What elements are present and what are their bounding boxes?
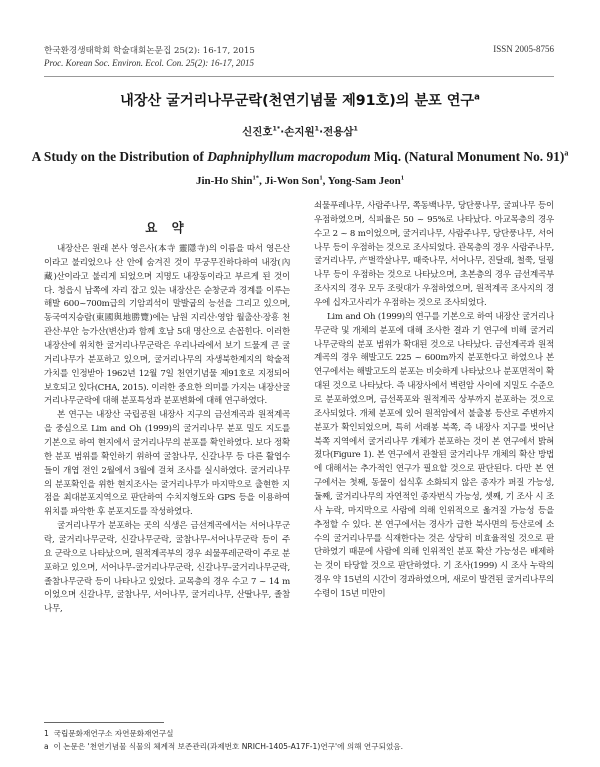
author-en-1-sup: 1* bbox=[252, 174, 260, 182]
author-en-2: Ji-Won Son bbox=[264, 175, 320, 187]
author-ko-1: 신진호 bbox=[242, 126, 273, 138]
body-column-right bbox=[314, 200, 554, 710]
body-paragraph: 쇠물푸레나무, 사람주나무, 쪽동백나무, 당단풍나무, 굴피나무 등이 우점하였으며, 식피율은 50 ~ 95%로 나타났다. 아교목층의 경우 수고 2 ~ 8 m이었으며, 굴거리나무, 사람주나무, 당단풍나무, 서어나무 등이 우점하는 것으로 조사되었다. 관목층의 경우 사람주나무, 굴거리나무, 产벌깍살나무, 때죽나무, 서어나무, 진달래, 철쭉, 덜꿩나무 등이 우점하는 것으로 나타났으며, 초본층의 경우 금선계곡부 조사지의 경우 모두 조릿대가 우점하였으며, 원적계곡 조사지의 경우에 십자고사리가 우점하는 것으로 조사되었다. bbox=[314, 201, 554, 309]
author-en-3: Yong-Sam Jeon bbox=[327, 175, 401, 187]
title-en-post: Miq. (Natural Monument No. 91) bbox=[370, 149, 565, 164]
authors-korean: 신진호$^{1*}$·손지원$^1$·전용삼$^1$ bbox=[242, 125, 358, 138]
footnote-funding bbox=[44, 741, 403, 752]
footnote-rule bbox=[44, 722, 164, 723]
authors-english: Jin-Ho Shin$^{1*}$, Ji-Won Son$^1$, Yong-Sam Jeon$^1$ bbox=[195, 174, 405, 187]
title-korean bbox=[0, 90, 600, 110]
body-column-left bbox=[44, 243, 290, 743]
title-korean-sup: a bbox=[474, 92, 480, 103]
title-en-species: Daphniphyllum macropodum bbox=[207, 149, 371, 164]
footnote-funding-text: 이 논문은 '천연기념물 식물의 체계적 보존관리(과제번호 NRICH-1405-A17F-1)연구'에 의해 연구되었음. bbox=[53, 742, 404, 751]
title-en-pre: A Study on the Distribution of bbox=[31, 149, 208, 164]
body-paragraph: 본 연구는 내장산 국립공원 내장사 지구의 금선계곡과 원적계곡을 중심으로 Lim and Oh (1999)의 굴거리나무 분포 밀도 지도를 기본으로 하여 현지에서 굴거리나무의 분포를 확인하였다. 보다 정확한 분포 범위를 확인하기 위하여 굴참나무, 신갈나무 등 다른 활엽수들이 개엽 전인 2월에서 3월에 걸쳐 조사를 실시하였다. 굴거리나무의 분포확인을 위한 현지조사는 굴거리나무가 마지막으로 출현한 지점을 최대분포지역으로 판단하여 수치지형도와 GPS 등을 이용하여 위치를 파악한 후 분포지도를 작성하였다. bbox=[44, 410, 290, 518]
title-en-sup: a bbox=[564, 148, 569, 158]
footnote-affiliation-text: 국립문화재연구소 자연문화재연구실 bbox=[53, 729, 174, 738]
title-english bbox=[0, 149, 600, 165]
author-ko-1-sup: 1* bbox=[272, 125, 281, 133]
body-paragraph: Lim and Oh (1999)의 연구를 기본으로 하여 내장산 굴거리나무군락 및 개체의 분포에 대해 조사한 결과 기 연구에 비해 굴거리나무군락의 분포 범위가 확대된 것으로 나타났다. 금선계곡과 원적계곡의 경우 해발고도 225 ~ 600m까지 분포한다고 하였으나 본 연구에서는 해발고도의 분포는 비슷하게 나타났으나 분포면적이 확대된 것으로 나타났다. 즉 내장사에서 벽련암 사이에 지밀도 수준으로 분포하였으며, 금선폭포와 원적계곡 상부까지 분포하는 것으로 조사되었다. 개체 분포에 있어 원적암에서 불출봉 등산로 주변까지 분포가 확인되었으며, 특히 서래봉 북쪽, 즉 내장사 지구를 벗어난 북쪽 지역에서 굴거리나무 개체가 분포하는 것이 본 연구에서 밝혀졌다(Figure 1). 본 연구에서 관찰된 굴거리나무 개체의 확산 방법에 대해서는 추가적인 연구가 필요할 것으로 판단된다. 다만 본 연구에서는 첫째, 동물이 섭식후 소화되지 않은 종자가 퍼질 가능성, 둘째, 굴거리나무의 자연적인 종자번식 가능성, 셋째, 기 조사 시 조사 누락, 마지막으로 사람에 의해 인위적으로 옮겨질 가능성 등을 추정할 수 있다. 본 연구에서는 경사가 급한 북사면의 등산로에 소수의 굴거리나무를 식재한다는 것은 상당히 비효율적일 것으로 판단하였기 때문에 사람에 의해 인위적인 분포 확산 가능성은 배제하는 것이 타당할 것으로 판단하였다. 기 조사(1999) 시 조사 누락의 경우 약 15년의 시간이 경과하였으며, 새로이 발견된 굴거리나무의 수령이 15년 미만이 bbox=[314, 311, 554, 600]
journal-citation-en: Proc. Korean Soc. Environ. Ecol. Con. 25(2): 16-17, 2015 bbox=[44, 58, 254, 68]
author-en-1: Jin-Ho Shin bbox=[195, 175, 253, 187]
author-en-3-sup: 1 bbox=[400, 174, 405, 182]
body-paragraph: 굴거리나무가 분포하는 곳의 식생은 금선계곡에서는 서어나무군락, 굴거리나무군락, 신갈나무군락, 굴참나무-서어나무군락 등이 주요 군락으로 나타났으며, 원적계곡부의 경우 쇠물푸레군락이 주로 분포하고 있으며, 서어나무-굴거리나무군락, 신갈나무-굴거리나무군락, 졸참나무군락 등이 나타나고 있었다. 교목층의 경우 수고 7 ~ 14 m이었으며 신갈나무, 굴참나무, 서어나무, 굴거리나무, 산딸나무, 졸참나무, bbox=[44, 521, 290, 615]
author-ko-2-sup: 1 bbox=[314, 125, 320, 133]
header-rule bbox=[44, 76, 554, 77]
footnote-funding-mark: a bbox=[44, 742, 49, 751]
footnote-affiliation bbox=[44, 728, 173, 739]
abstract-heading: 요 약 bbox=[145, 220, 189, 235]
author-ko-2: 손지원 bbox=[284, 126, 315, 138]
footnote-affiliation-mark: 1 bbox=[44, 729, 49, 738]
body-paragraph: 내장산은 원래 본사 영은사(本寺 靈隱寺)의 이름을 따서 영은산이라고 불리었으나 산 안에 숨겨진 것이 무궁무진하다하여 내장(內藏)산이라고 불리게 되었으며 지명도 내장동이라고 부르게 된 것이다. 청읍시 남쪽에 자리 잡고 있는 내장산은 순창군과 경계를 이루는 해발 600~700m급의 기암괴석이 말발굽의 능선을 그리고 있으며, 동국여지승람(東國與地勝覽)에는 남원 지리산·영암 월출산·장흥 천관산·부안 능가산(변산)과 함께 호남 5대 명산으로 손꼽힌다. 이러한 내장산에 위치한 굴거리나무군락은 우리나라에서 보기 드물게 큰 굴거리나무가 분포하고 있으며, 굴거리나무의 자생북한계지의 학술적 가치를 인정받아 1962년 12월 7일 천연기념물 제91호로 지정되어 보호되고 있다(CHA, 2015). 이러한 중요한 의미를 가지는 내장산굴거리나무군락에 대해 분포특성과 분포변화에 대해 연구하였다. bbox=[44, 244, 290, 407]
author-ko-3: 전용삼 bbox=[323, 126, 354, 138]
issn: ISSN 2005-8756 bbox=[493, 44, 554, 54]
author-ko-3-sup: 1 bbox=[353, 125, 358, 133]
journal-citation-ko: 한국환경생태학회 학술대회논문집 25(2): 16-17, 2015 bbox=[44, 46, 255, 56]
title-korean-text: 내장산 굴거리나무군락(천연기념물 제91호)의 분포 연구 bbox=[120, 93, 475, 109]
author-en-2-sup: 1 bbox=[319, 174, 323, 182]
